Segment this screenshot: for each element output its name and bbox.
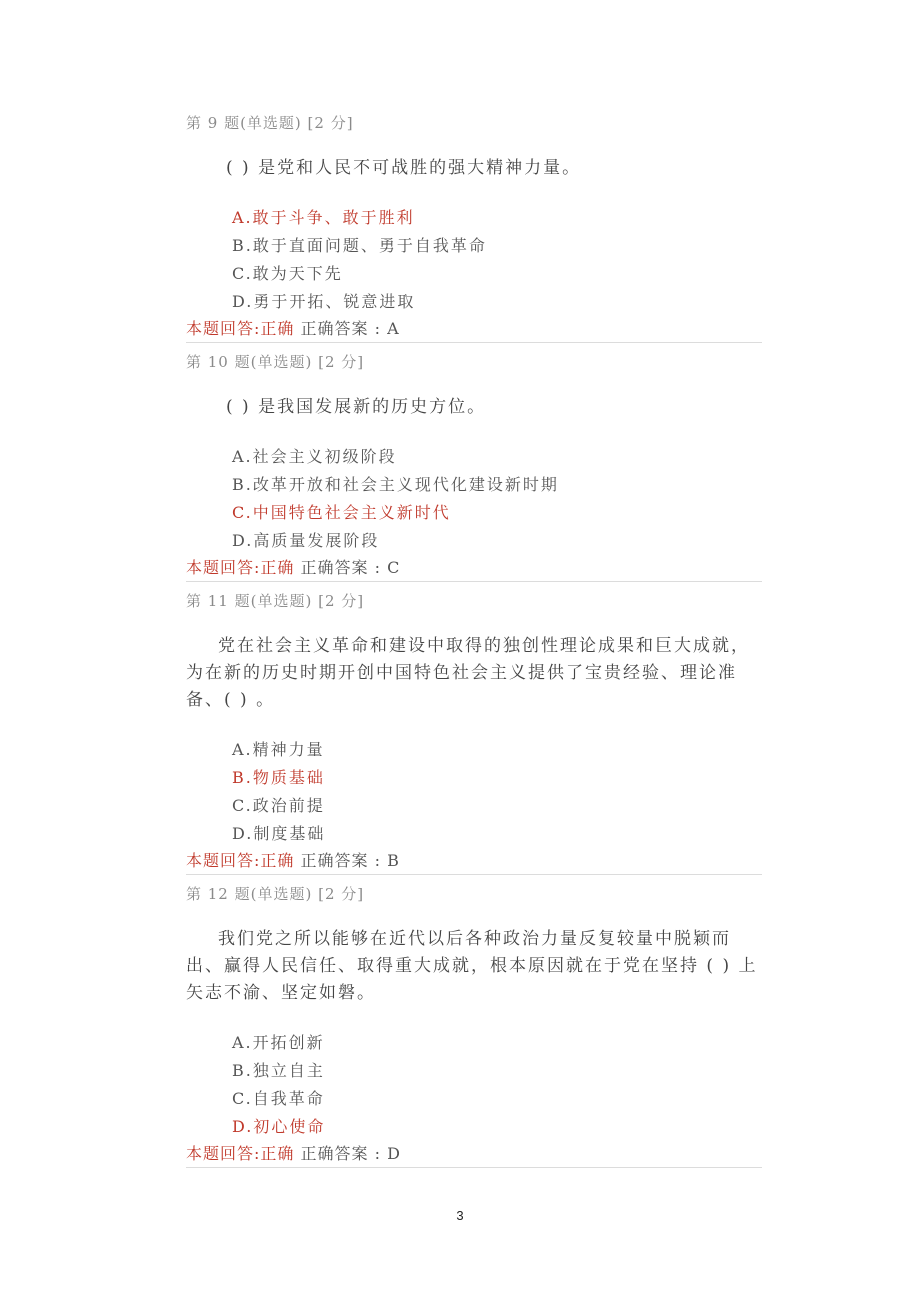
option-a: A.开拓创新 xyxy=(232,1033,325,1052)
option-b: B.敢于直面问题、勇于自我革命 xyxy=(232,236,487,255)
correct-answer: 正确答案 : C xyxy=(300,558,401,577)
question-stem: ( ) 是党和人民不可战胜的强大精神力量。 xyxy=(226,158,582,178)
question-12 xyxy=(186,883,762,1168)
answer-result: 本题回答:正确 xyxy=(186,319,295,338)
answer-line xyxy=(186,316,762,343)
option-a: A.社会主义初级阶段 xyxy=(232,447,397,466)
option-list xyxy=(186,736,762,848)
option-d: D.初心使命 xyxy=(232,1117,326,1136)
question-header: 第 11 题(单选题) [2 分] xyxy=(186,592,365,610)
option-a: A.敢于斗争、敢于胜利 xyxy=(232,208,415,227)
question-stem: 我们党之所以能够在近代以后各种政治力量反复较量中脱颖而出、赢得人民信任、取得重大成就，根本原因就在于党在坚持 ( ) 上矢志不渝、坚定如磐。 xyxy=(186,929,758,1003)
correct-answer: 正确答案 : A xyxy=(300,319,400,338)
option-list xyxy=(186,443,762,555)
correct-answer: 正确答案 : D xyxy=(300,1144,401,1163)
option-d: D.制度基础 xyxy=(232,824,326,843)
question-list xyxy=(186,112,762,1168)
option-c: C.敢为天下先 xyxy=(232,264,343,283)
page-number: 3 xyxy=(456,1208,464,1223)
answer-line xyxy=(186,848,762,875)
question-11 xyxy=(186,590,762,875)
answer-result: 本题回答:正确 xyxy=(186,558,295,577)
answer-line xyxy=(186,555,762,582)
option-c: C.自我革命 xyxy=(232,1089,325,1108)
question-header: 第 12 题(单选题) [2 分] xyxy=(186,885,365,903)
option-d: D.勇于开拓、锐意进取 xyxy=(232,292,416,311)
answer-line xyxy=(186,1141,762,1168)
question-9 xyxy=(186,112,762,343)
option-d: D.高质量发展阶段 xyxy=(232,531,380,550)
option-b: B.物质基础 xyxy=(232,768,325,787)
question-header: 第 9 题(单选题) [2 分] xyxy=(186,114,354,132)
option-b: B.改革开放和社会主义现代化建设新时期 xyxy=(232,475,559,494)
option-list xyxy=(186,1029,762,1141)
answer-result: 本题回答:正确 xyxy=(186,851,295,870)
option-c: C.政治前提 xyxy=(232,796,325,815)
option-c: C.中国特色社会主义新时代 xyxy=(232,503,451,522)
correct-answer: 正确答案 : B xyxy=(300,851,400,870)
question-header: 第 10 题(单选题) [2 分] xyxy=(186,353,365,371)
option-a: A.精神力量 xyxy=(232,740,325,759)
question-10 xyxy=(186,351,762,582)
question-stem: ( ) 是我国发展新的历史方位。 xyxy=(226,397,487,417)
question-stem: 党在社会主义革命和建设中取得的独创性理论成果和巨大成就，为在新的历史时期开创中国特色社会主义提供了宝贵经验、理论准备、( ) 。 xyxy=(186,636,750,710)
option-b: B.独立自主 xyxy=(232,1061,325,1080)
answer-result: 本题回答:正确 xyxy=(186,1144,295,1163)
option-list xyxy=(186,204,762,316)
